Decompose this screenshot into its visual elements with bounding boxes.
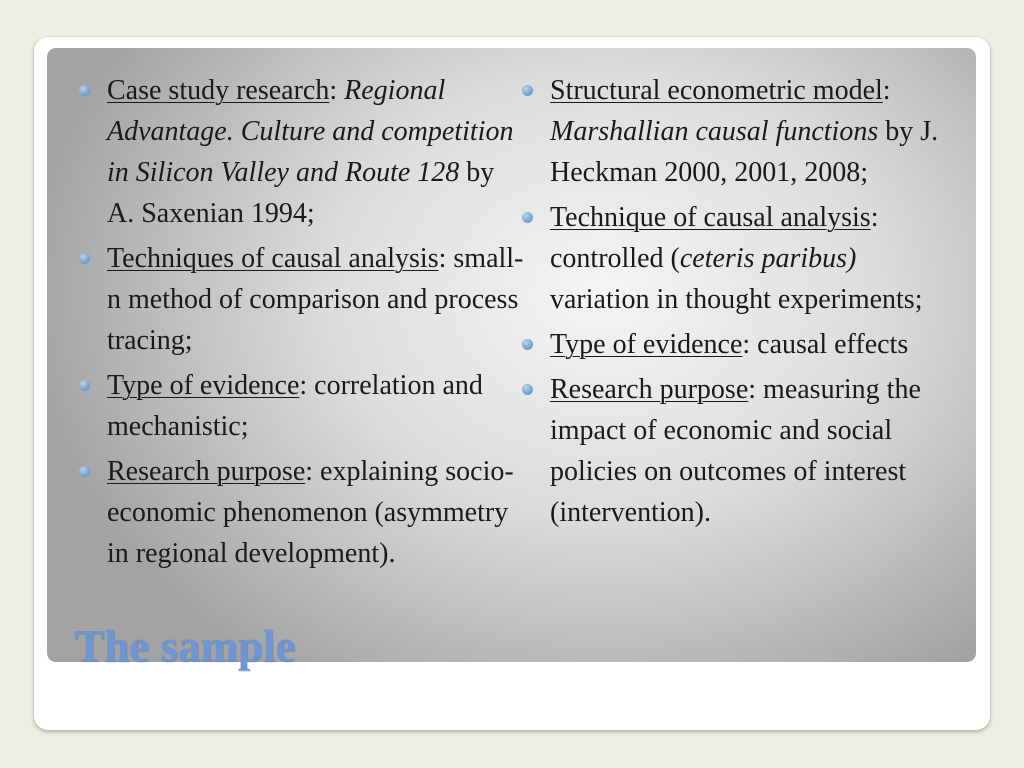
bullet-label: Research purpose (550, 374, 749, 405)
bullet-separator: : (742, 329, 758, 360)
bullet-technique (520, 197, 960, 320)
bullet-evidence (77, 365, 525, 447)
bullet-text: by A. Saxenian 1994; (107, 157, 495, 229)
bullet-label: Structural econometric model (550, 75, 883, 106)
bullet-purpose (77, 451, 525, 574)
bullet-text: small-n method of comparison and process tracing; (107, 243, 524, 356)
left-bullet-list (77, 70, 525, 578)
bullet-dot-icon (79, 380, 90, 391)
bullet-case-study (77, 70, 525, 234)
italic-term: Marshallian causal functions (550, 116, 879, 147)
italic-term: ceteris paribus) (679, 243, 857, 274)
slide-title: The sample (74, 621, 296, 671)
bullet-separator: : (438, 243, 454, 274)
bullet-label: Research purpose (107, 456, 306, 487)
bullet-label: Type of evidence (107, 370, 300, 401)
book-title: Regional Advantage. Culture and competition in Silicon Valley and Route 128 (107, 75, 514, 188)
bullet-dot-icon (522, 85, 533, 96)
right-bullet-list (520, 70, 960, 537)
bullet-text: explaining socio-economic phenomenon (asymmetry in regional development). (107, 456, 514, 569)
bullet-text: causal effects (757, 329, 909, 360)
bullet-text: correlation and mechanistic; (107, 370, 483, 442)
bullet-evidence-right (520, 324, 960, 365)
bullet-dot-icon (79, 85, 90, 96)
bullet-purpose-right (520, 369, 960, 533)
bullet-text: controlled ( (550, 243, 680, 274)
bullet-text: measuring the impact of economic and social policies on outcomes of interest (intervention). (550, 374, 921, 528)
bullet-label: Techniques of causal analysis (107, 243, 439, 274)
bullet-label: Case study research (107, 75, 330, 106)
bullet-dot-icon (522, 339, 533, 350)
bullet-text-tail: variation in thought experiments; (550, 284, 923, 315)
bullet-separator: : (305, 456, 321, 487)
bullet-label: Type of evidence (550, 329, 743, 360)
bullet-dot-icon (522, 212, 533, 223)
content-panel (47, 48, 976, 662)
bullet-separator: : (882, 75, 891, 106)
bullet-separator: : (748, 374, 764, 405)
bullet-separator: : (870, 202, 879, 233)
bullet-label: Technique of causal analysis (550, 202, 871, 233)
bullet-dot-icon (79, 466, 90, 477)
bullet-text: by J. Heckman 2000, 2001, 2008; (550, 116, 939, 188)
bullet-separator: : (329, 75, 345, 106)
bullet-dot-icon (522, 384, 533, 395)
bullet-structural-model (520, 70, 960, 193)
bullet-dot-icon (79, 253, 90, 264)
bullet-techniques (77, 238, 525, 361)
bullet-separator: : (299, 370, 315, 401)
